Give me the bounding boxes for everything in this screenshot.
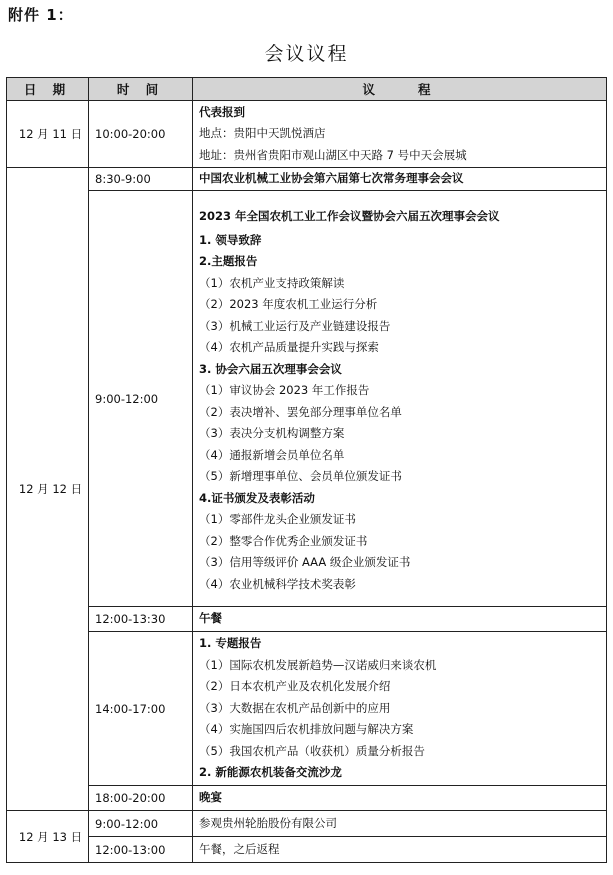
program-line: （2）日本农机产业及农机化发展介绍 xyxy=(199,679,391,694)
program-line: （5）我国农机产品（收获机）质量分析报告 xyxy=(199,743,425,758)
time-cell: 8:30-9:00 xyxy=(89,168,193,191)
table-row xyxy=(7,607,607,632)
table-row xyxy=(7,168,607,191)
program-line: （5）新增理事单位、会员单位颁发证书 xyxy=(199,469,402,484)
time-cell: 9:00-12:00 xyxy=(89,191,193,607)
time-cell: 10:00-20:00 xyxy=(89,101,193,168)
table-row xyxy=(7,632,607,786)
program-line: 3. 协会六届五次理事会会议 xyxy=(199,361,342,376)
program-line: （2）2023 年度农机工业运行分析 xyxy=(199,297,378,312)
program-heading: 午餐 xyxy=(199,611,222,626)
program-line: 地址：贵州省贵阳市观山湖区中天路 7 号中天会展城 xyxy=(199,147,467,162)
header-date: 日 期 xyxy=(7,78,89,101)
program-line: 2.主题报告 xyxy=(199,254,258,269)
program-cell xyxy=(193,837,607,863)
program-line: （3）表决分支机构调整方案 xyxy=(199,426,345,441)
date-cell: 12 月 13 日 xyxy=(7,811,89,863)
table-header-row xyxy=(7,78,607,101)
program-line: 2. 新能源农机装备交流沙龙 xyxy=(199,765,342,780)
program-line: （3）大数据在农机产品创新中的应用 xyxy=(199,700,391,715)
program-line: 地点：贵阳中天凯悦酒店 xyxy=(199,126,326,141)
table-row xyxy=(7,811,607,837)
date-cell: 12 月 12 日 xyxy=(7,168,89,811)
program-cell xyxy=(193,786,607,811)
program-cell xyxy=(193,191,607,607)
time-cell: 18:00-20:00 xyxy=(89,786,193,811)
program-line: 午餐，之后返程 xyxy=(199,841,280,856)
table-row xyxy=(7,101,607,168)
program-line: 1. 领导致辞 xyxy=(199,232,262,247)
program-line: （1）零部件龙头企业颁发证书 xyxy=(199,512,356,527)
table-row xyxy=(7,837,607,863)
agenda-table xyxy=(6,77,607,863)
date-cell: 12 月 11 日 xyxy=(7,101,89,168)
program-heading: 晚宴 xyxy=(199,790,222,805)
program-heading: 2023 年全国农机工业工作会议暨协会六届五次理事会会议 xyxy=(199,208,500,223)
header-time: 时 间 xyxy=(89,78,193,101)
program-line: 4.证书颁发及表彰活动 xyxy=(199,490,315,505)
program-cell xyxy=(193,811,607,837)
program-cell xyxy=(193,607,607,632)
program-line: 参观贵州轮胎股份有限公司 xyxy=(199,815,337,830)
table-row xyxy=(7,191,607,607)
program-line: （3）信用等级评价 AAA 级企业颁发证书 xyxy=(199,555,411,570)
program-cell xyxy=(193,101,607,168)
program-line: （4）农机产品质量提升实践与探索 xyxy=(199,340,379,355)
attachment-label: 附件 1： xyxy=(8,6,74,24)
program-heading: 代表报到 xyxy=(199,104,245,119)
page-title: 会议议程 xyxy=(264,43,349,65)
program-line: （4）通报新增会员单位名单 xyxy=(199,447,345,462)
program-cell xyxy=(193,168,607,191)
program-heading: 中国农业机械工业协会第六届第七次常务理事会会议 xyxy=(199,171,464,186)
program-line: （4）实施国四后农机排放问题与解决方案 xyxy=(199,722,414,737)
program-line: （2）整零合作优秀企业颁发证书 xyxy=(199,533,368,548)
header-program: 议 程 xyxy=(193,78,607,101)
program-line: （4）农业机械科学技术奖表彰 xyxy=(199,576,356,591)
program-line: （3）机械工业运行及产业链建设报告 xyxy=(199,318,391,333)
program-line: （1）审议协会 2023 年工作报告 xyxy=(199,383,370,398)
program-line: （1）国际农机发展新趋势—汉诺威归来谈农机 xyxy=(199,657,437,672)
program-line: （1）农机产业支持政策解读 xyxy=(199,275,345,290)
table-row xyxy=(7,786,607,811)
time-cell: 9:00-12:00 xyxy=(89,811,193,837)
program-line: 1. 专题报告 xyxy=(199,636,262,651)
time-cell: 14:00-17:00 xyxy=(89,632,193,786)
time-cell: 12:00-13:00 xyxy=(89,837,193,863)
time-cell: 12:00-13:30 xyxy=(89,607,193,632)
program-line: （2）表决增补、罢免部分理事单位名单 xyxy=(199,404,402,419)
program-cell xyxy=(193,632,607,786)
